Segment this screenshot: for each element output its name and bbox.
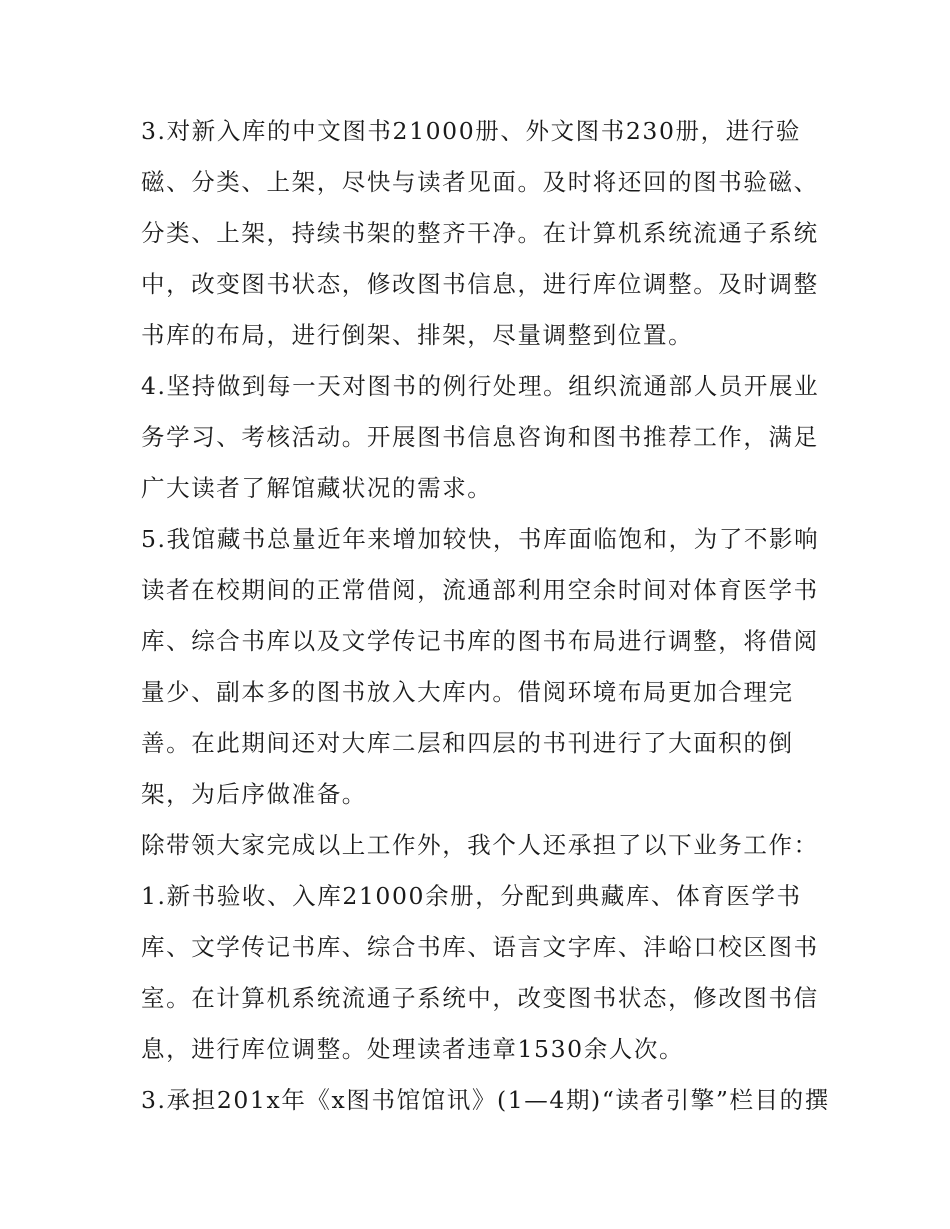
text-line: 广大读者了解馆藏状况的需求。 bbox=[141, 474, 493, 502]
text-line: 架，为后序做准备。 bbox=[141, 780, 367, 808]
text-line: 分类、上架，持续书架的整齐干净。在计算机系统流通子系统 bbox=[141, 219, 819, 247]
text-line: 库、文学传记书库、综合书库、语言文字库、沣峪口校区图书 bbox=[141, 933, 819, 961]
document-body bbox=[141, 106, 830, 1126]
text-line: 3.对新入库的中文图书21000册、外文图书230册，进行验 bbox=[141, 117, 802, 145]
text-line: 中，改变图书状态，修改图书信息，进行库位调整。及时调整 bbox=[141, 270, 819, 298]
text-line: 3.承担201x年《x图书馆馆讯》(1—4期)“读者引擎”栏目的撰 bbox=[141, 1086, 830, 1114]
text-line: 库、综合书库以及文学传记书库的图书布局进行调整，将借阅 bbox=[141, 627, 819, 655]
text-line: 量少、副本多的图书放入大库内。借阅环境布局更加合理完 bbox=[141, 678, 794, 706]
text-line: 4.坚持做到每一天对图书的例行处理。组织流通部人员开展业 bbox=[141, 372, 820, 400]
text-line: 读者在校期间的正常借阅，流通部利用空余时间对体育医学书 bbox=[141, 576, 819, 604]
text-line: 息，进行库位调整。处理读者违章1530余人次。 bbox=[141, 1035, 685, 1063]
text-line: 书库的布局，进行倒架、排架，尽量调整到位置。 bbox=[141, 321, 694, 349]
text-line: 5.我馆藏书总量近年来增加较快，书库面临饱和，为了不影响 bbox=[141, 525, 820, 553]
text-line: 1.新书验收、入库21000余册，分配到典藏库、体育医学书 bbox=[141, 882, 802, 910]
text-line: 室。在计算机系统流通子系统中，改变图书状态，修改图书信 bbox=[141, 984, 819, 1012]
text-line: 善。在此期间还对大库二层和四层的书刊进行了大面积的倒 bbox=[141, 729, 794, 757]
text-line: 除带领大家完成以上工作外，我个人还承担了以下业务工作： bbox=[141, 831, 819, 859]
text-line: 磁、分类、上架，尽快与读者见面。及时将还回的图书验磁、 bbox=[141, 168, 819, 196]
text-line: 务学习、考核活动。开展图书信息咨询和图书推荐工作，满足 bbox=[141, 423, 819, 451]
